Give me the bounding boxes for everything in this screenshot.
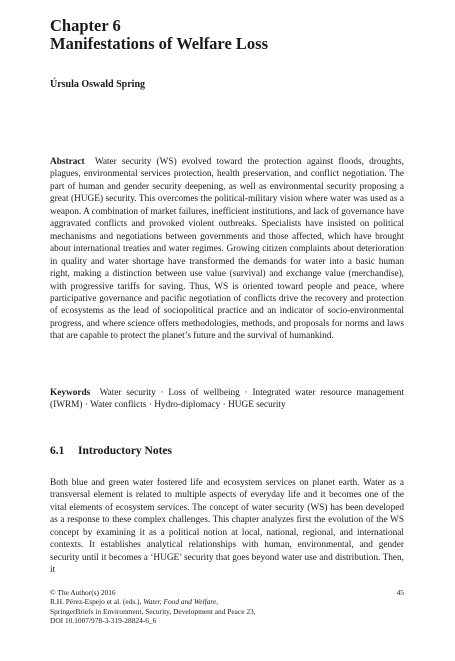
book-title: Water, Food and Welfare	[143, 597, 217, 607]
abstract-text: Water security (WS) evolved toward the protection against floods, droughts, plagues, environmental services protection, health preservation, and conflict negotiation. The part of human and gender security deepening, as well as environmental security proposing a great (HUGE) security. This overcomes the political-military vision where water was used as a weapon. A combination of market failures, inefficient institutions, and lack of governance have aggravated conflicts and provoked violent outbreaks. Specialists have insisted on political mechanisms and negotiations between governments and those affected, which have brought about international treaties and water regimes. Growing citizen complaints about deterioration in quality and water shortage have transformed the demands for water into a basic human right, making a distinction between use value (survival) and exchange value (merchandise), with progressive tariffs for saving. Thus, WS is oriented toward people and peace, where participative governance and pacific negotiation of conflicts drive the recovery and protection of ecosystems as the lead of sociopolitical practice and an indicator of socio-environmental progress, and where science offers methodologies, methods, and proposals for norms and laws that are capable to protect the planet’s future and the survival of humankind.	[50, 157, 405, 342]
section-heading	[50, 444, 172, 458]
citation-line	[50, 597, 404, 606]
copyright-line: © The Author(s) 2016	[50, 588, 116, 597]
keyword-separator: ·	[84, 400, 88, 411]
series-line: SpringerBriefs in Environment, Security, Development and Peace 23,	[50, 606, 256, 616]
editors-suffix: ,	[216, 597, 219, 607]
keywords-label: Keywords	[50, 388, 91, 398]
author-name: Úrsula Oswald Spring	[50, 79, 146, 90]
keyword-item: Water conflicts	[90, 400, 147, 411]
keyword-separator: ·	[222, 400, 226, 411]
keyword-separator: ·	[148, 400, 152, 411]
body-paragraph: Both blue and green water fostered life and ecosystem services on planet earth. Water as a transversal element is related to multiple aspects of everyday life and it becomes one of the vital elements of ecosystem services. The concept of water security (WS) has been developed as a response to these complex challenges. This chapter analyzes first the evolution of the WS concept by examining it as a political notion at local, national, regional, and international contexts. It establishes analytical relationships with human, environmental, and gender security until it becomes a ‘HUGE’ security that goes beyond water use and distribution. Then, it	[50, 478, 404, 576]
abstract-label: Abstract	[50, 157, 85, 167]
keyword-item: HUGE security	[228, 400, 286, 411]
doi-line: DOI 10.1007/978-3-319-28824-6_6	[50, 616, 157, 626]
page-footer	[50, 588, 404, 626]
section-number: 6.1	[50, 445, 65, 457]
chapter-label: Chapter 6	[50, 16, 121, 35]
abstract-paragraph	[50, 156, 404, 343]
keyword-item: Loss of wellbeing	[168, 388, 240, 398]
chapter-title: Manifestations of Welfare Loss	[50, 34, 269, 53]
keyword-item: Water security	[99, 388, 156, 398]
page-number: 45	[396, 588, 404, 597]
editors-text: R.H. Pérez-Espejo et al. (eds.),	[50, 597, 144, 607]
keyword-separator: ·	[160, 388, 164, 398]
keywords-paragraph	[50, 387, 404, 412]
section-title: Introductory Notes	[78, 445, 173, 457]
keyword-item: Hydro-diplomacy	[154, 400, 221, 411]
keyword-separator: ·	[244, 388, 248, 398]
keyword-item: Integrated water resource management (IWRM)	[50, 388, 404, 411]
